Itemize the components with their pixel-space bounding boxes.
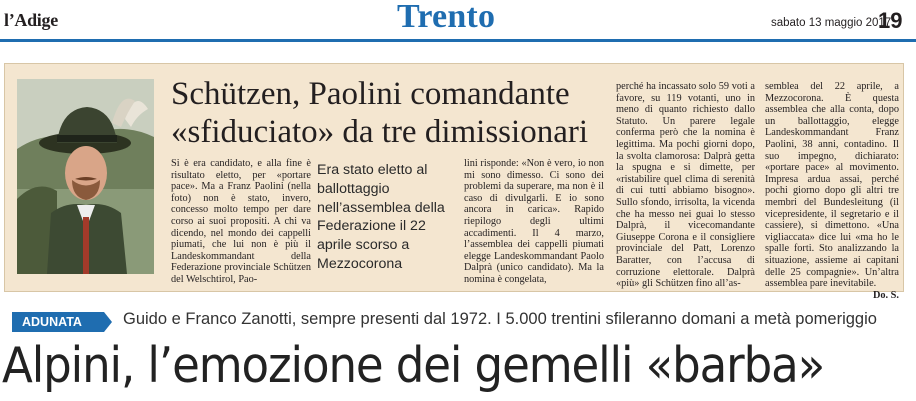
masthead [0, 0, 916, 40]
tag-arrow-icon [104, 312, 112, 332]
article-headline [171, 75, 601, 151]
page-date: sabato 13 maggio 2017 [771, 17, 892, 29]
page-number: 19 [878, 8, 903, 33]
article-column-2 [464, 158, 604, 286]
section-title: Trento [397, 0, 496, 35]
portrait-photo-icon [17, 79, 154, 274]
feature-headline: Alpini, l’emozione dei gemelli «barba» [2, 337, 825, 394]
newspaper-name: l’Adige [4, 10, 58, 30]
article-text: semblea del 22 aprile, a Mezzocorona. È questa assemblea che alla conta, dopo un ballottaggio, elegge Landeskommandant Franz Paolini, 38 anni, contadino. Il suo impegno, dichiarato: «portare pace» al movimento. Impresa ardua assai, perché pochi giorno dopo gli altri tre membri del Bundesleitung (il vicepresidente, il segretario e il cassiere), si dimettono. «Una vigliaccata» dice lui «ma ho le spalle forti. Sto analizzando la situazione, assieme ai capitani delle 25 compagnie». Un’altra assemblea pare inevitabile. [765, 81, 899, 290]
article-column-4 [765, 81, 899, 301]
article-photo [17, 79, 154, 274]
section-tag: ADUNATA [12, 312, 104, 332]
article-headline-line-2: «sfiduciato» da tre dimissionari [171, 114, 588, 150]
feature-kicker: Guido e Franco Zanotti, sempre presenti dal 1972. I 5.000 trentini sfileranno domani a metà pomeriggio [123, 310, 877, 328]
article-headline-line-1: Schützen, Paolini comandante [171, 76, 570, 112]
article-column-3 [616, 81, 755, 290]
article-text: lini risponde: «Non è vero, io non mi sono dimesso. Ci sono dei problemi da superare, ma non è il caso di divulgarli. E io sono ancora in carica». Rapido riepilogo degli ultimi accadimenti. Il 4 marzo, l’assemblea dei cappelli piumati elegge Landeskommandant Paolo Dalprà (unico candidato). Ma la nomina è congelata, [464, 158, 604, 285]
article-text: perché ha incassato solo 59 voti a favore, su 119 votanti, uno in meno di quanto richiesto dallo Statuto. Un parere legale conferma però che la nomina è legittima. Ma pochi giorni dopo, la svolta clamorosa: Dalprà getta la spugna e si dimette, per «ristabilire quel clima di serenità di cui tutti abbiamo bisogno». Sullo sfondo, irrisolta, la vicenda che ha messo nei guai lo stesso Dalprà, il vicecomandante Giuseppe Corona e il consigliere provinciale del Patt, Lorenzo Baratter, con l’accusa di corruzione elettorale. Dalprà «più» gli Schützen fino all’as- [616, 81, 755, 290]
article-signature: Do. S. [872, 289, 899, 301]
article-pullquote: Era stato eletto al ballottaggio nell’assemblea della Federazione il 22 aprile scorso a Mezzocorona [317, 162, 445, 272]
article-column-1 [171, 158, 311, 286]
article-text: Si è era candidato, e alla fine è risultato eletto, per «portare pace». Ma a Franz Paolini (nella foto) non è stato, invero, concesso molto tempo per dare corso ai suoi propositi. A chi va dicendo, nel mondo dei cappelli piumati, che lui non è più il Landeskommandant della Federazione provinciale Schützen del Welschtirol, Pao- [171, 158, 311, 285]
masthead-rule [0, 39, 916, 42]
